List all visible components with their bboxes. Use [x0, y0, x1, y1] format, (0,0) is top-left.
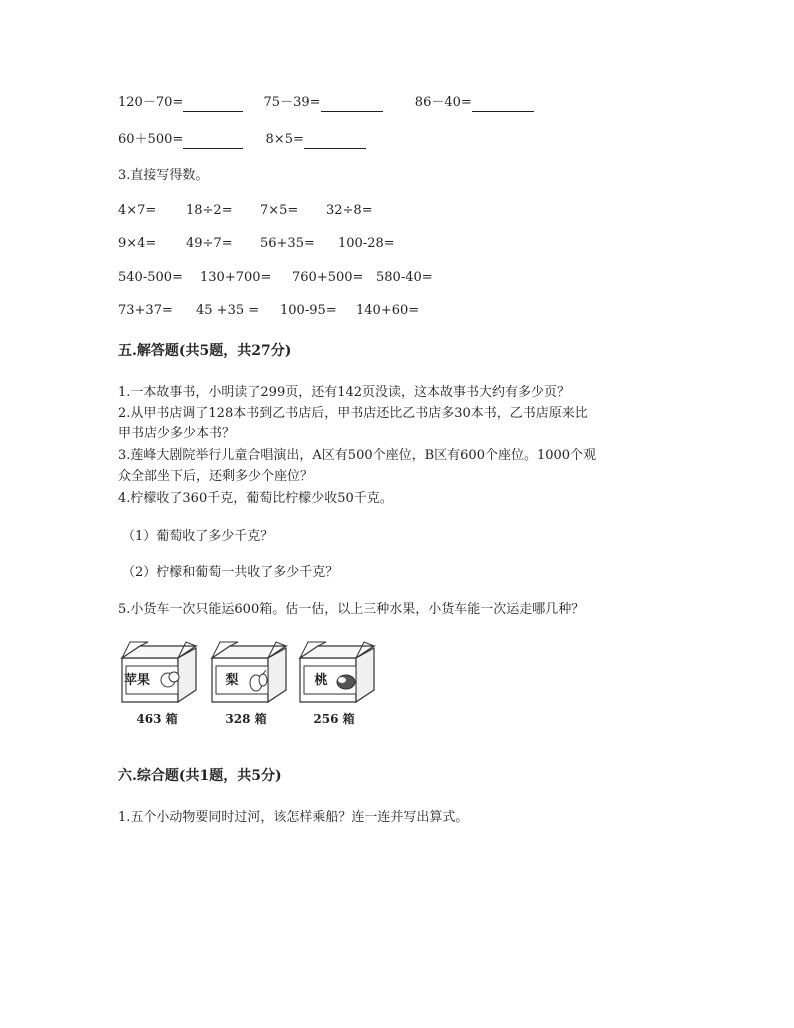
answer-blank[interactable]	[321, 97, 383, 112]
expression: 100-28=	[338, 236, 395, 251]
answer-blank[interactable]	[472, 97, 534, 112]
question-1: 1.一本故事书，小明读了299页，还有142页没读，这本故事书大约有多少页？	[118, 385, 571, 400]
box-label: 苹果	[123, 673, 150, 688]
expression: 60＋500=	[118, 132, 184, 147]
expression: 73+37=	[118, 303, 173, 318]
box-label: 梨	[225, 673, 239, 688]
direct-calc-title: 3.直接写得数。	[118, 168, 209, 183]
question-4: 4.柠檬收了360千克，葡萄比柠檬少收50千克。	[118, 491, 393, 506]
expression: 8×5=	[265, 132, 304, 147]
expression: 7×5=	[260, 203, 299, 218]
question-3-line-2: 众全部坐下后，还剩多少个座位？	[118, 469, 314, 484]
question-1: 1.五个小动物要同时过河，该怎样乘船？连一连并写出算式。	[118, 810, 469, 825]
expression: 32÷8=	[326, 203, 373, 218]
box-count: 463 箱	[136, 712, 178, 726]
answer-blank[interactable]	[183, 97, 243, 112]
expression: 18÷2=	[186, 203, 233, 218]
expression: 9×4=	[118, 236, 157, 251]
expression: 4×7=	[118, 203, 157, 218]
expression: 86－40=	[414, 95, 472, 110]
expression: 100-95=	[280, 303, 337, 318]
section-heading: 六.综合题(共1题，共5分)	[118, 768, 282, 784]
expression: 540-500=	[118, 270, 183, 285]
question-3-line-1: 3.莲峰大剧院举行儿童合唱演出，A区有500个座位，B区有600个座位。1000个观	[118, 448, 597, 463]
expression: 56+35=	[260, 236, 315, 251]
box-count: 328 箱	[225, 712, 267, 726]
question-2-line-1: 2.从甲书店调了128本书到乙书店后，甲书店还比乙书店多30本书，乙书店原来比	[118, 406, 588, 421]
expression: 140+60=	[356, 303, 420, 318]
expression: 75－39=	[263, 95, 321, 110]
box-label: 桃	[314, 673, 328, 688]
expression: 45 +35 =	[196, 303, 260, 318]
question-4-sub-1: （1）葡萄收了多少千克？	[122, 529, 274, 544]
expression: 49÷7=	[186, 236, 233, 251]
question-5: 5.小货车一次只能运600箱。估一估，以上三种水果，小货车能一次运走哪几种？	[118, 602, 585, 617]
expression: 580-40=	[376, 270, 433, 285]
answer-blank[interactable]	[304, 134, 366, 149]
section-heading: 五.解答题(共5题，共27分)	[118, 343, 292, 359]
question-4-sub-2: （2）柠檬和葡萄一共收了多少千克？	[122, 565, 339, 580]
expression: 120－70=	[118, 95, 184, 110]
fill-in-row-2	[118, 131, 366, 149]
expression: 130+700=	[200, 270, 272, 285]
answer-blank[interactable]	[183, 134, 243, 149]
expression: 760+500=	[292, 270, 364, 285]
question-2-line-2: 甲书店少多少本书？	[118, 426, 236, 441]
box-count: 256 箱	[313, 712, 355, 726]
fill-in-row-1	[118, 94, 534, 112]
